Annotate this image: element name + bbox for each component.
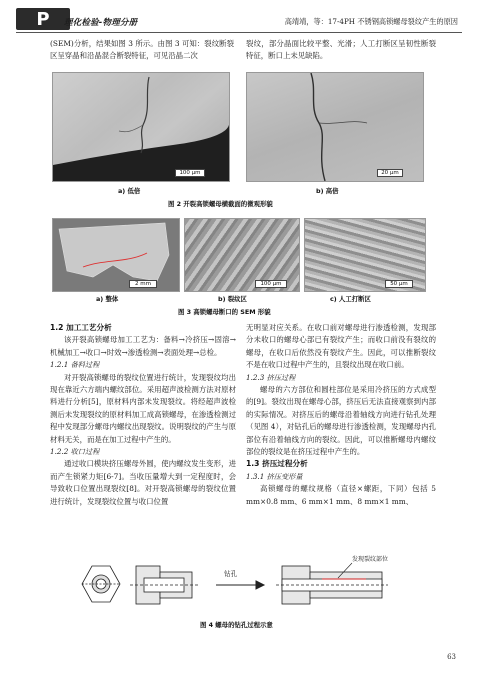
top-text-right: 裂纹，部分晶面比较平整、光滑；人工打断区呈韧性断裂特征，断口上未见缺陷。: [246, 39, 436, 61]
fig3-panel-c-label: c) 人工打断区: [330, 295, 371, 303]
fig2-panel-b-image: [247, 73, 423, 181]
fig2-panel-b-micrograph: [246, 72, 424, 182]
fig3-caption: 图 3 高锁螺母断口的 SEM 形貌: [178, 308, 271, 316]
running-head: 高靖靖，等：17-4PH 不锈钢高锁螺母裂纹产生的原因: [284, 17, 458, 26]
body-left-column: [50, 322, 236, 508]
header-rule: [16, 32, 462, 33]
fig4-caption: 图 4 螺母的钻孔过程示意: [200, 621, 273, 629]
journal-logo: P: [16, 8, 70, 30]
section-1-2-1-heading: 1.2.1 备料过程: [50, 360, 100, 370]
section-1-2-paragraph: 该开裂高锁螺母加工工艺为：备料→冷挤压→固溶→机械加工→收口→时效→渗透检测→表面处理→总检。: [50, 335, 236, 357]
fig2-b-scalebar: 20 μm: [377, 169, 403, 177]
section-1-2-1-paragraph: 对开裂高锁螺母的裂纹位置进行统计，发现裂纹均出现在靠近六方端内螺纹部位。采用超声波检测方法对原材料进行分析[5]，原材料内部未发现裂纹。将经超声波检测后未发现裂纹的原材料加工成高锁螺母，在渗透检测过程中发现部分螺母内螺纹出现裂纹。说明裂纹的产生与原材料无关，而是在加工过程中产生的。: [50, 372, 236, 444]
section-1-2-2-heading: 1.2.2 收口过程: [50, 447, 100, 457]
section-1-3-heading: 1.3 挤压过程分析: [246, 459, 308, 469]
journal-name: 理化检验-物理分册: [64, 18, 138, 28]
fig3-panel-a-micrograph: [52, 218, 180, 292]
fig3-panel-a-label: a) 整体: [96, 295, 119, 303]
section-1-2-2-paragraph: 通过收口模块挤压螺母外圆，使内螺纹发生变形，进而产生锁紧力矩[6-7]。当收压量增大到一定程度时，会导致收口位置出现裂纹[8]。对开裂高锁螺母的裂纹位置进行统计，发现裂纹位置与收口位置: [50, 459, 236, 506]
fig2-panel-b-label: b) 高倍: [316, 187, 339, 195]
section-1-2-3-paragraph: 螺母的六方部位和圆柱部位是采用冷挤压的方式成型的[9]。裂纹出现在螺母心部，挤压后无法直接观察到内部的实际情况。对挤压后的螺母沿着轴线方向进行钻孔处理（见图 4），对钻孔后的螺母进行渗透检测，发现螺母内孔部位有沿着轴线方向的裂纹。因此，可以推断螺母内螺纹部位的裂纹是在挤压过程中产生的。: [246, 385, 436, 457]
body-right-column: [246, 322, 436, 508]
fig3-c-scalebar: 50 μm: [385, 280, 413, 288]
page-number: 63: [447, 653, 456, 661]
fig4-diagram: [70, 556, 430, 616]
fig3-panel-b-label: b) 裂纹区: [218, 295, 247, 303]
right-continued-paragraph: 无明显对应关系。在收口前对螺母进行渗透检测，发现部分未收口的螺母心部已有裂纹产生；而收口前没有裂纹的螺母，在收口后依然没有裂纹产生。因此，可以推断裂纹不是在收口过程中产生的，且裂纹出现在收口前。: [246, 323, 436, 370]
top-text-left: (SEM)分析，结果如图 3 所示。由图 3 可知：裂纹断裂区呈穿晶和沿晶混合断裂特征，可见沿晶二次: [50, 39, 234, 61]
section-1-2-heading: 1.2 加工工艺分析: [50, 323, 112, 332]
fig2-caption: 图 2 开裂高锁螺母横截面的微观形貌: [168, 200, 273, 208]
fig3-panel-c-micrograph: [304, 218, 426, 292]
fig4-drill-label: 钻孔: [224, 570, 238, 578]
fig3-panel-a-image: [53, 219, 179, 291]
fig3-a-scalebar: 2 mm: [129, 280, 157, 288]
fig3-panel-b-micrograph: [184, 218, 300, 292]
fig2-panel-a-image: [53, 73, 229, 181]
fig2-panel-a-label: a) 低倍: [118, 187, 141, 195]
fig4-schematic: [70, 560, 430, 616]
fig4-crack-label: 发现裂纹部位: [352, 556, 389, 563]
fig3-b-scalebar: 100 μm: [255, 280, 287, 288]
section-1-3-1-heading: 1.3.1 挤压变形量: [246, 471, 303, 481]
section-1-3-1-paragraph: 高锁螺母的螺纹规格（直径×螺距，下同）包括 5 mm×0.8 mm、6 mm×1 mm、8 mm×1 mm、: [246, 484, 436, 506]
fig2-panel-a-micrograph: [52, 72, 230, 182]
section-1-2-3-heading: 1.2.3 挤压过程: [246, 372, 296, 382]
fig2-a-scalebar: 100 μm: [175, 169, 205, 177]
